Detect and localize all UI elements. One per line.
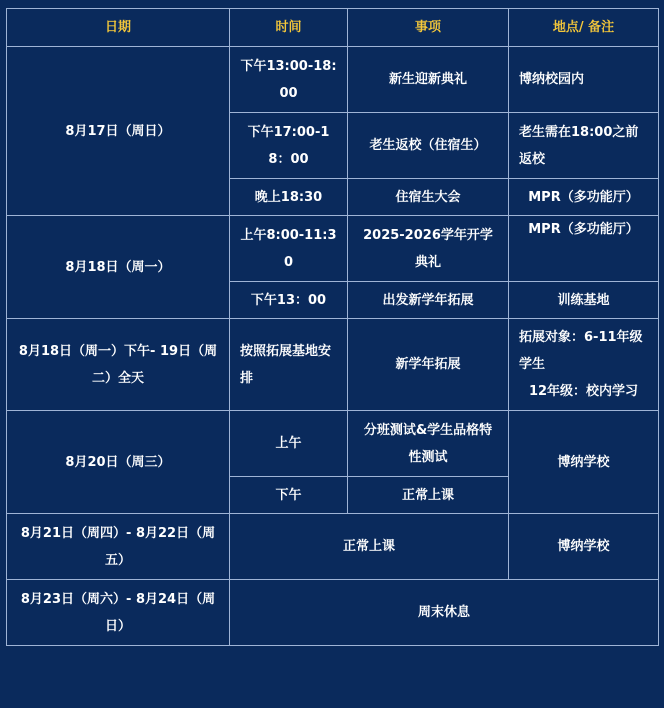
event-cell: 分班测试&学生品格特性测试 [348,411,509,477]
event-cell: 出发新学年拓展 [348,282,509,319]
time-cell: 晚上18:30 [230,179,348,216]
event-cell: 新学年拓展 [348,319,509,411]
event-cell: 周末休息 [230,580,659,646]
table-row [7,47,659,113]
place-cell: 博纳学校 [509,514,659,580]
time-cell: 下午13:00-18:00 [230,47,348,113]
date-cell: 8月20日（周三） [7,411,230,514]
time-cell: 下午 [230,477,348,514]
event-cell: 正常上课 [348,477,509,514]
place-cell: MPR（多功能厅） [509,179,659,216]
date-cell: 8月17日（周日） [7,47,230,216]
place-cell: 老生需在18:00之前返校 [509,113,659,179]
table-row [7,411,659,477]
event-cell: 正常上课 [230,514,509,580]
date-cell: 8月18日（周一） [7,216,230,319]
place-cell: 博纳校园内 [509,47,659,113]
event-cell: 老生返校（住宿生） [348,113,509,179]
time-cell: 下午13：00 [230,282,348,319]
table-row [7,514,659,580]
time-cell: 按照拓展基地安排 [230,319,348,411]
event-cell: 住宿生大会 [348,179,509,216]
table-row [7,580,659,646]
table-header-row [7,9,659,47]
date-cell: 8月23日（周六）- 8月24日（周日） [7,580,230,646]
place-cell [509,319,659,411]
place-cell: 训练基地 [509,282,659,319]
event-cell: 新生迎新典礼 [348,47,509,113]
header-place: 地点/ 备注 [509,9,659,47]
place-line: 拓展对象：6-11年级学生 [519,330,643,372]
place-line: 12年级：校内学习 [528,384,639,399]
place-cell: MPR（多功能厅） [509,216,659,282]
time-cell: 下午17:00-18：00 [230,113,348,179]
header-event: 事项 [348,9,509,47]
event-cell: 2025-2026学年开学典礼 [348,216,509,282]
header-date: 日期 [7,9,230,47]
schedule-table [6,8,659,646]
date-cell: 8月18日（周一）下午- 19日（周二）全天 [7,319,230,411]
table-row [7,319,659,411]
table-row [7,216,659,282]
time-cell: 上午 [230,411,348,477]
header-time: 时间 [230,9,348,47]
date-cell: 8月21日（周四）- 8月22日（周五） [7,514,230,580]
place-cell: 博纳学校 [509,411,659,514]
time-cell: 上午8:00-11:30 [230,216,348,282]
